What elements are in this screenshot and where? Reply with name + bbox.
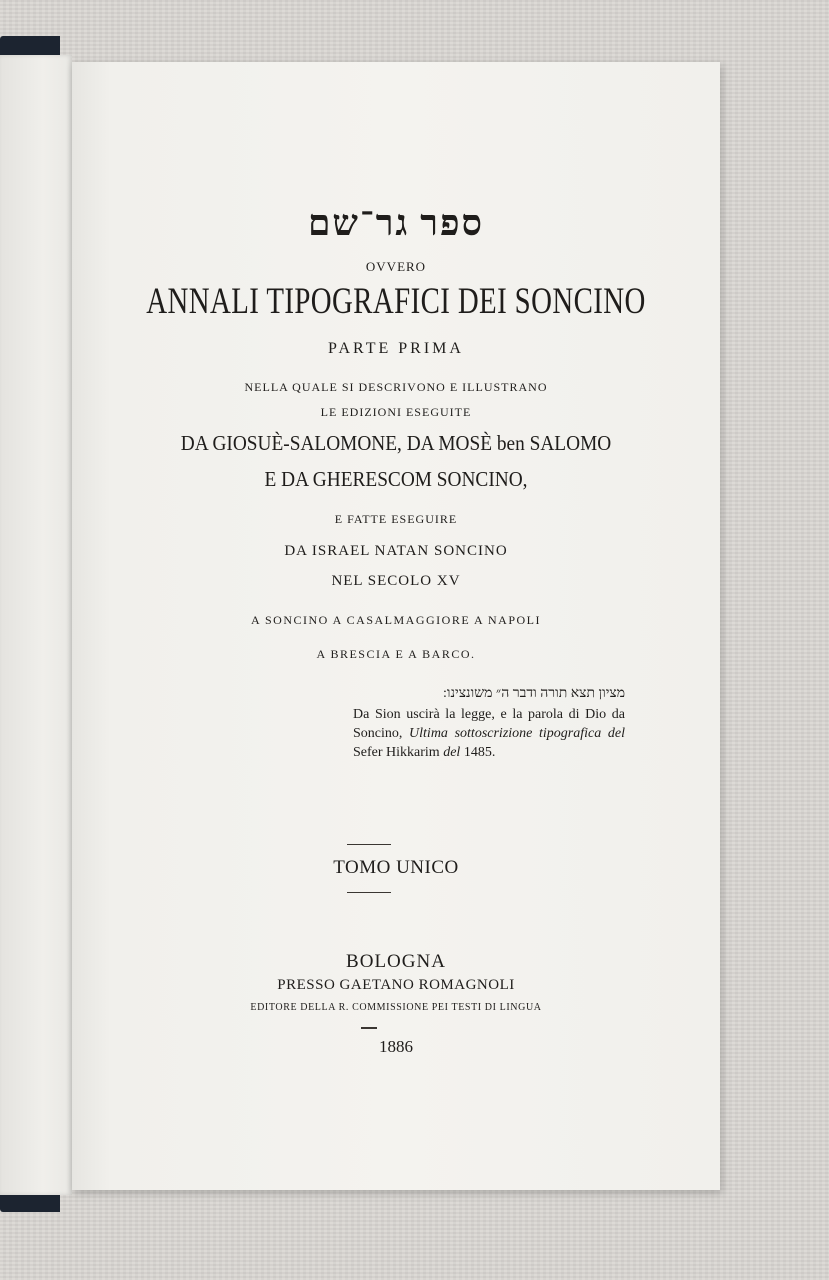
imprint-year: 1886 <box>379 1037 413 1056</box>
epigraph-text-part-2: Sefer Hikkarim <box>353 745 444 760</box>
divider-rule-bottom <box>347 892 391 893</box>
places-line-1: A SONCINO A CASALMAGGIORE A NAPOLI <box>250 613 542 627</box>
places-line-2: A BRESCIA E A BARCO. <box>316 647 476 661</box>
hebrew-title: ספר גר־שם <box>307 203 485 243</box>
divider-rule-short <box>361 1027 377 1029</box>
epigraph-hebrew: מציון תצא תורה ודבר ה״ משונצינו: <box>443 686 625 701</box>
epigraph <box>353 684 625 762</box>
left-page-edge <box>0 55 72 1195</box>
imprint-city: BOLOGNA <box>346 951 446 972</box>
century-line: NEL SECOLO XV <box>331 573 461 589</box>
printers-line-2: E DA GHERESCOM SONCINO, <box>264 467 528 491</box>
ovvero-line: OVVERO <box>365 259 427 274</box>
parte-prima: PARTE PRIMA <box>328 340 464 357</box>
epigraph-text-part-1: Da Sion uscirà la legge, e la parola di Dio da Soncino, <box>353 707 625 741</box>
imprint-editore: EDITORE DELLA R. COMMISSIONE PEI TESTI DI LINGUA <box>250 1002 542 1013</box>
epigraph-text-part-3: 1485. <box>460 745 496 760</box>
divider-rule-top <box>347 844 391 845</box>
epigraph-italic-part-2: del <box>443 745 461 760</box>
description-line-2: LE EDIZIONI ESEGUITE <box>320 405 472 419</box>
imprint-publisher: PRESSO GAETANO ROMAGNOLI <box>277 977 515 993</box>
israel-natan-line: DA ISRAEL NATAN SONCINO <box>284 543 508 559</box>
title-page <box>72 62 720 1190</box>
description-line-1: NELLA QUALE SI DESCRIVONO E ILLUSTRANO <box>244 380 548 394</box>
main-title: ANNALI TIPOGRAFICI DEI SONCINO <box>146 281 646 322</box>
tomo-unico: TOMO UNICO <box>333 857 459 878</box>
printers-line-1: DA GIOSUÈ-SALOMONE, DA MOSÈ ben SALOMO <box>180 431 612 455</box>
fatte-eseguire: E FATTE ESEGUIRE <box>334 512 458 526</box>
epigraph-italic-part-1: Ultima sottoscrizione tipografica del <box>409 726 625 741</box>
epigraph-text <box>353 705 625 762</box>
